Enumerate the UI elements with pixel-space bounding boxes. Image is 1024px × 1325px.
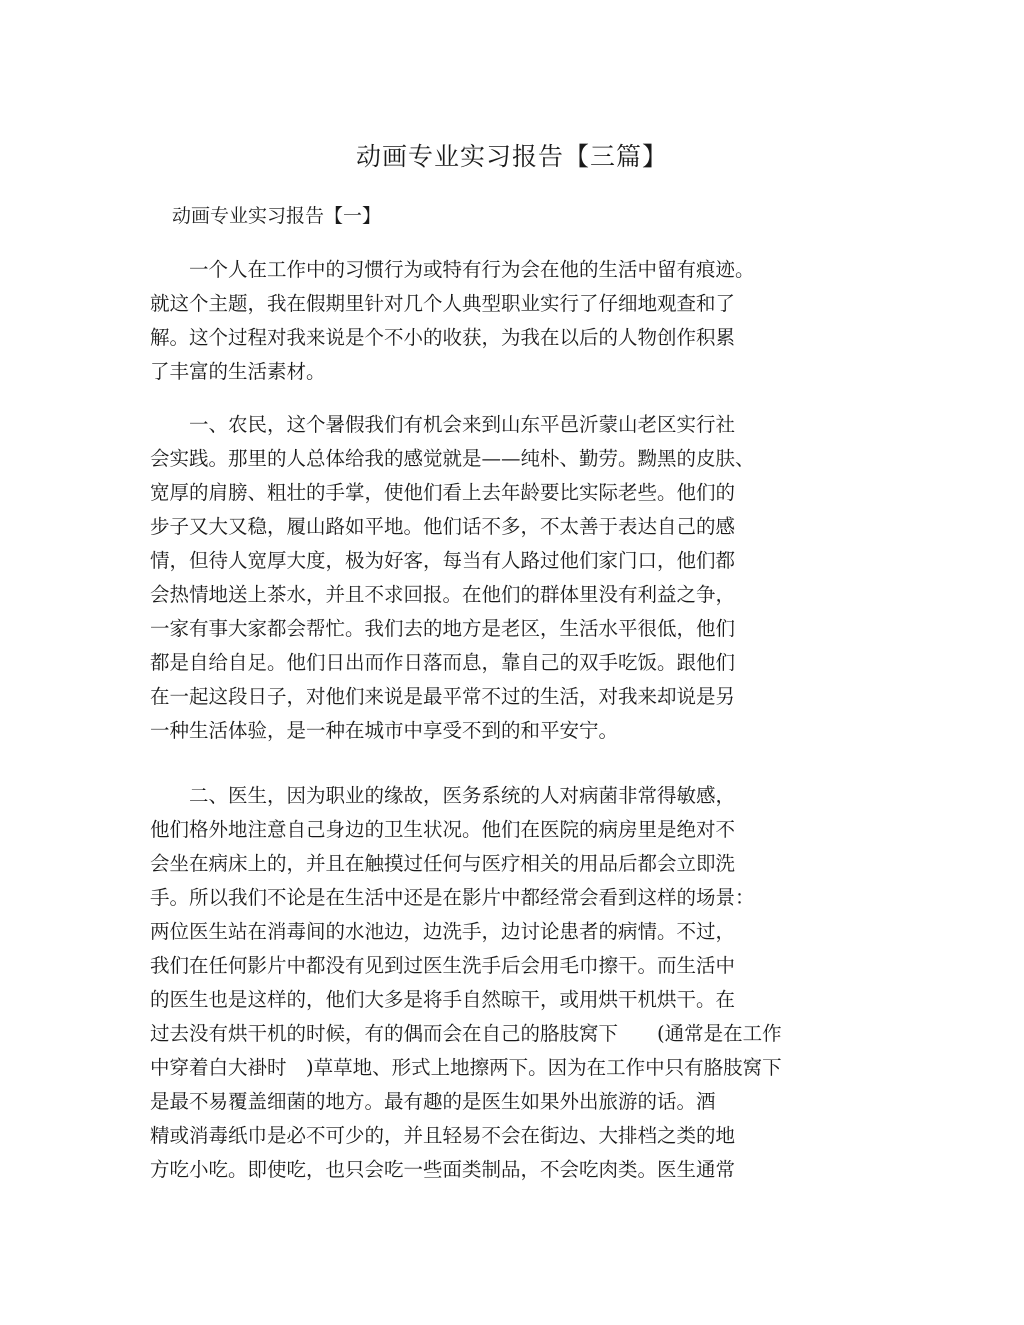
paragraph-farmer [150, 408, 755, 748]
paragraph-line: 步子又大又稳，履山路如平地。他们话不多，不太善于表达自己的感 [150, 515, 736, 538]
paragraph-line: 中穿着白大褂时 )草草地、形式上地擦两下。因为在工作中只有胳肢窝下 [150, 1056, 782, 1079]
paragraph-line: 的医生也是这样的，他们大多是将手自然晾干，或用烘干机烘干。在 [150, 988, 736, 1011]
paragraph-line: 一家有事大家都会帮忙。我们去的地方是老区，生活水平很低，他们 [150, 617, 736, 640]
paragraph-line: 他们格外地注意自己身边的卫生状况。他们在医院的病房里是绝对不 [150, 818, 736, 841]
paragraph-line: 会热情地送上茶水，并且不求回报。在他们的群体里没有利益之争， [150, 583, 736, 606]
paragraph-line: 了丰富的生活素材。 [150, 360, 326, 383]
paragraph-line: 是最不易覆盖细菌的地方。最有趣的是医生如果外出旅游的话。酒 [150, 1090, 716, 1113]
paragraph-line: 方吃小吃。即使吃，也只会吃一些面类制品，不会吃肉类。医生通常 [150, 1158, 736, 1181]
section-title: 动画专业实习报告【一】 [172, 205, 382, 227]
paragraph-line: 精或消毒纸巾是必不可少的，并且轻易不会在街边、大排档之类的地 [150, 1124, 736, 1147]
paragraph-line: 会实践。那里的人总体给我的感觉就是——纯朴、勤劳。黝黑的皮肤、 [150, 447, 755, 470]
paragraph-line: 就这个主题，我在假期里针对几个人典型职业实行了仔细地观查和了 [150, 292, 736, 315]
paragraph-line: 在一起这段日子，对他们来说是最平常不过的生活，对我来却说是另 [150, 685, 736, 708]
paragraph-line: 情，但待人宽厚大度，极为好客，每当有人路过他们家门口，他们都 [150, 549, 736, 572]
paragraph-line: 解。这个过程对我来说是个不小的收获，为我在以后的人物创作积累 [150, 326, 736, 349]
paragraph-line: 会坐在病床上的，并且在触摸过任何与医疗相关的用品后都会立即洗 [150, 852, 736, 875]
paragraph-line: 一个人在工作中的习惯行为或特有行为会在他的生活中留有痕迹。 [150, 258, 755, 281]
paragraph-line: 宽厚的肩膀、粗壮的手掌，使他们看上去年龄要比实际老些。他们的 [150, 481, 736, 504]
paragraph-line: 手。所以我们不论是在生活中还是在影片中都经常会看到这样的场景： [150, 886, 755, 909]
paragraph-doctor [150, 779, 782, 1187]
paragraph-line: 都是自给自足。他们日出而作日落而息，靠自己的双手吃饭。跟他们 [150, 651, 736, 674]
document-title: 动画专业实习报告【三篇】 [355, 142, 668, 171]
paragraph-line: 一、农民，这个暑假我们有机会来到山东平邑沂蒙山老区实行社 [150, 413, 736, 436]
paragraph-line: 我们在任何影片中都没有见到过医生洗手后会用毛巾擦干。而生活中 [150, 954, 736, 977]
paragraph-intro [150, 253, 755, 389]
paragraph-line: 二、医生，因为职业的缘故，医务系统的人对病菌非常得敏感， [150, 784, 736, 807]
paragraph-line: 过去没有烘干机的时候，有的偶而会在自己的胳肢窝下 (通常是在工作 [150, 1022, 782, 1045]
paragraph-line: 两位医生站在消毒间的水池边，边洗手，边讨论患者的病情。不过， [150, 920, 736, 943]
paragraph-line: 一种生活体验，是一种在城市中享受不到的和平安宁。 [150, 719, 619, 742]
